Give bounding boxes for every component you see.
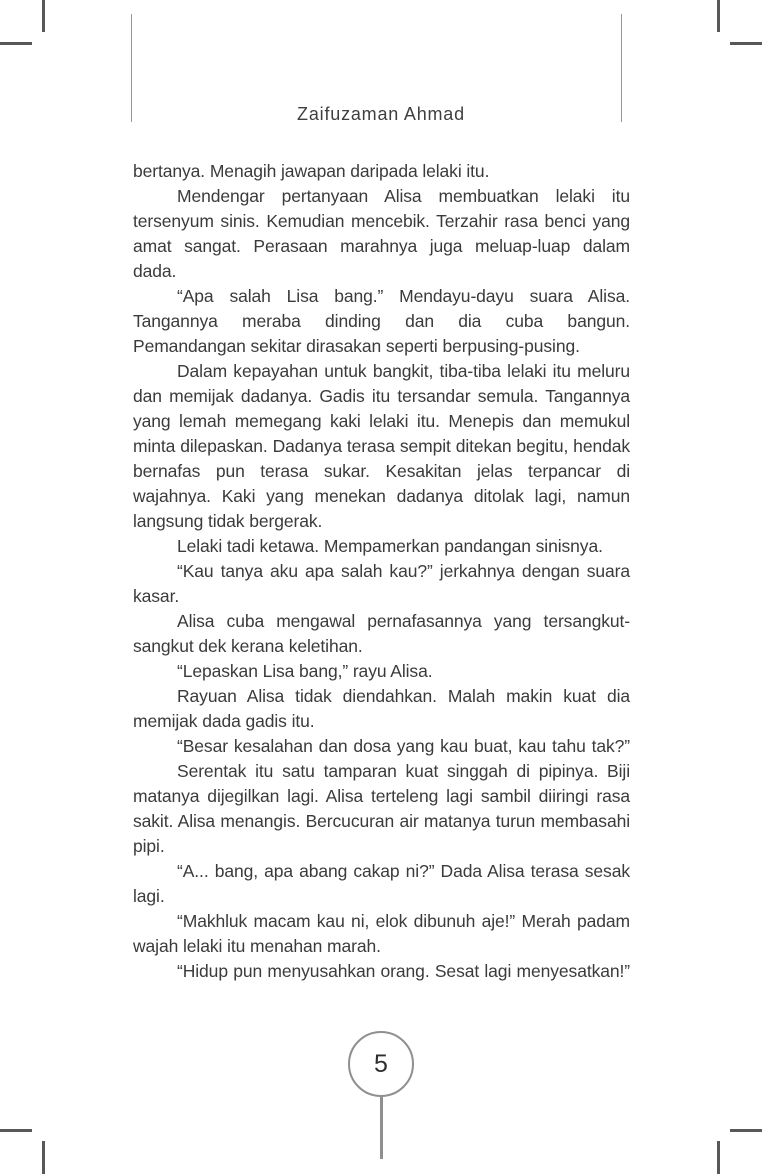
paragraph: Alisa cuba mengawal pernafasannya yang tersangkut-sangkut dek kerana keletihan.: [133, 611, 630, 656]
running-head-author: Zaifuzaman Ahmad: [297, 104, 465, 124]
body-text: [133, 159, 630, 984]
crop-mark-top-right-horizontal: [730, 42, 762, 45]
crop-mark-bottom-right-vertical: [717, 1141, 720, 1174]
paragraph: bertanya. Menagih jawapan daripada lelaki itu.: [133, 161, 490, 181]
crop-mark-top-left-vertical: [42, 0, 45, 32]
page-number: 5: [374, 1049, 388, 1078]
paragraph: “Besar kesalahan dan dosa yang kau buat, kau tahu tak?”: [177, 736, 630, 756]
paragraph: “Apa salah Lisa bang.” Mendayu-dayu suara Alisa. Tangannya meraba dinding dan dia cuba bangun. Pemandangan sekitar dirasakan seperti berpusing-pusing.: [133, 286, 630, 356]
paragraph: “Kau tanya aku apa salah kau?” jerkahnya dengan suara kasar.: [133, 561, 630, 606]
crop-mark-bottom-left-horizontal: [0, 1129, 32, 1132]
paragraph: Mendengar pertanyaan Alisa membuatkan lelaki itu tersenyum sinis. Kemudian mencebik. Terzahir rasa benci yang amat sangat. Perasaan marahnya juga meluap-luap dalam dada.: [133, 186, 630, 281]
paragraph: “Lepaskan Lisa bang,” rayu Alisa.: [177, 661, 433, 681]
paragraph: Rayuan Alisa tidak diendahkan. Malah makin kuat dia memijak dada gadis itu.: [133, 686, 630, 731]
page-number-stem: [380, 1097, 383, 1159]
crop-mark-bottom-left-vertical: [42, 1141, 45, 1174]
crop-mark-top-right-vertical: [717, 0, 720, 32]
paragraph: “A... bang, apa abang cakap ni?” Dada Alisa terasa sesak lagi.: [133, 861, 630, 906]
page-number-circle: [348, 1031, 414, 1097]
crop-mark-top-left-horizontal: [0, 42, 32, 45]
paragraph: Dalam kepayahan untuk bangkit, tiba-tiba lelaki itu meluru dan memijak dadanya. Gadis itu tersandar semula. Tangannya yang lemah memegang kaki lelaki itu. Menepis dan memukul minta dilepaskan. Dadanya terasa sempit ditekan begitu, hendak bernafas pun terasa sukar. Kesakitan jelas terpancar di wajahnya. Kaki yang menekan dadanya ditolak lagi, namun langsung tidak bergerak.: [133, 361, 630, 531]
paragraph: Serentak itu satu tamparan kuat singgah di pipinya. Biji matanya dijegilkan lagi. Alisa terteleng lagi sambil diiringi rasa sakit. Alisa menangis. Bercucuran air matanya turun membasahi pipi.: [133, 761, 630, 856]
paragraph: “Makhluk macam kau ni, elok dibunuh aje!” Merah padam wajah lelaki itu menahan marah.: [133, 911, 630, 956]
paragraph: Lelaki tadi ketawa. Mempamerkan pandangan sinisnya.: [177, 536, 603, 556]
paragraph: “Hidup pun menyusahkan orang. Sesat lagi menyesatkan!”: [177, 961, 630, 981]
crop-mark-bottom-right-horizontal: [730, 1129, 762, 1132]
